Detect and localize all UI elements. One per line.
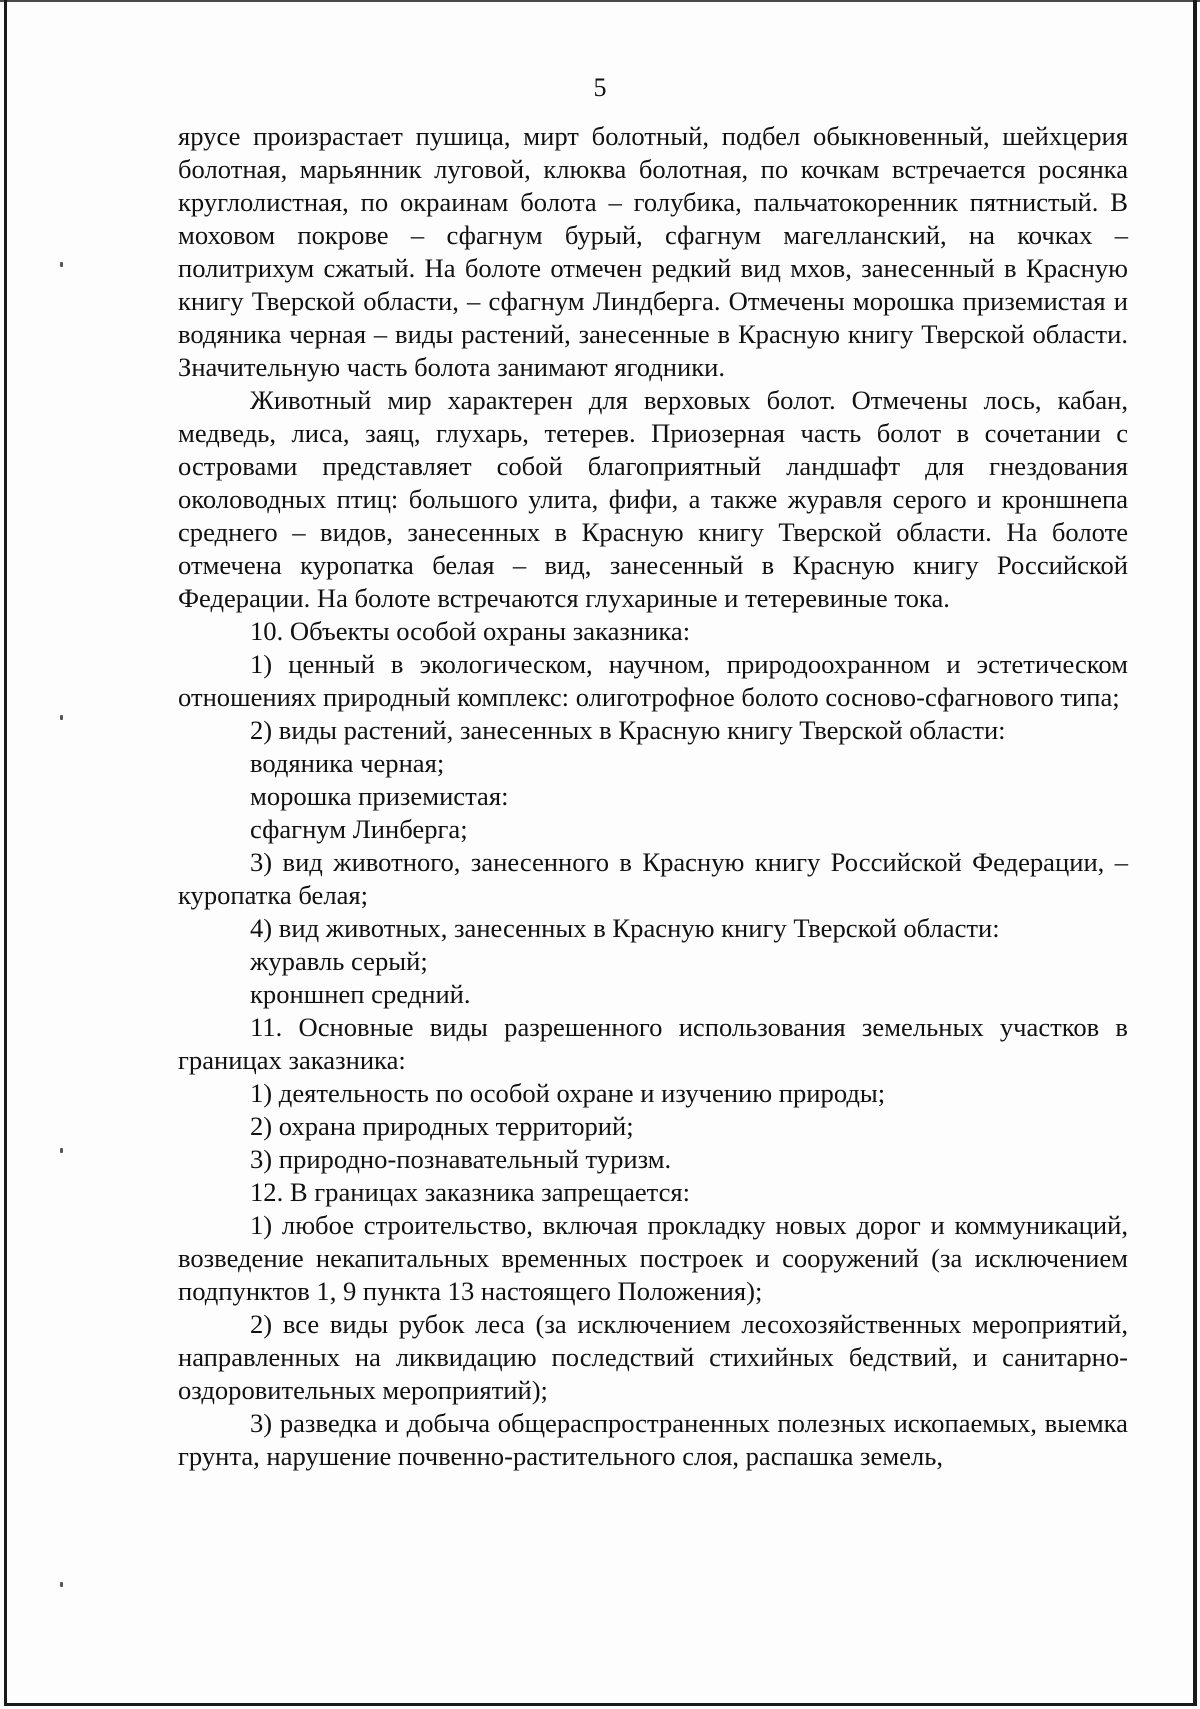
section-10-item-2: 2) виды растений, занесенных в Красную книгу Тверской области: — [250, 715, 1006, 745]
section-11-heading: 11. Основные виды разрешенного использования земельных участков в границах заказника: — [178, 1012, 1128, 1075]
scan-speck — [60, 1148, 63, 1153]
section-10-item-4: 4) вид животных, занесенных в Красную книгу Тверской области: — [250, 913, 1000, 943]
scan-speck — [60, 715, 63, 720]
animal-list-item: кроншнеп средний. — [250, 979, 471, 1009]
scan-speck — [60, 262, 63, 267]
document-body — [178, 120, 1128, 1473]
section-11-item-3: 3) природно-познавательный туризм. — [250, 1144, 672, 1174]
section-12-item-2: 2) все виды рубок леса (за исключением лесохозяйственных мероприятий, направленных на ликвидацию последствий стихийных бедствий, и санитарно-оздоровительных мероприятий); — [178, 1309, 1128, 1405]
section-12-heading: 12. В границах заказника запрещается: — [250, 1177, 691, 1207]
section-10-item-3: 3) вид животного, занесенного в Красную книгу Российской Федерации, – куропатка белая; — [178, 847, 1128, 910]
section-12-item-1: 1) любое строительство, включая прокладку новых дорог и коммуникаций, возведение некапитальных временных построек и сооружений (за исключением подпунктов 1, 9 пункта 13 настоящего Положения); — [178, 1210, 1128, 1306]
plant-list-item: водяника черная; — [250, 748, 445, 778]
section-10-item-1: 1) ценный в экологическом, научном, природоохранном и эстетическом отношениях природный комплекс: олиготрофное болото сосново-сфагнового типа; — [178, 649, 1128, 712]
plant-list-item: сфагнум Линберга; — [250, 814, 468, 844]
page-number: 5 — [593, 73, 607, 102]
section-12-item-3: 3) разведка и добыча общераспространенных полезных ископаемых, выемка грунта, нарушение почвенно-растительного слоя, распашка земель, — [178, 1408, 1128, 1471]
section-11-item-1: 1) деятельность по особой охране и изучению природы; — [250, 1078, 886, 1108]
scan-speck — [60, 1582, 63, 1587]
paragraph-fauna: Животный мир характерен для верховых болот. Отмечены лось, кабан, медведь, лиса, заяц, глухарь, тетерев. Приозерная часть болот в сочетании с островами представляет собой благоприятный ландшафт для гнездования околоводных птиц: большого улита, фифи, а также журавля серого и кроншнепа среднего – видов, занесенных в Красную книгу Тверской области. На болоте отмечена куропатка белая – вид, занесенный в Красную книгу Российской Федерации. На болоте встречаются глухариные и тетеревиные тока. — [178, 385, 1128, 613]
animal-list-item: журавль серый; — [250, 946, 428, 976]
plant-list-item: морошка приземистая: — [250, 781, 509, 811]
section-10-heading: 10. Объекты особой охраны заказника: — [250, 616, 691, 646]
paragraph-continuation: ярусе произрастает пушица, мирт болотный, подбел обыкновенный, шейхцерия болотная, марьянник луговой, клюква болотная, по кочкам встречается росянка круглолистная, по окраинам болота – голубика, пальчатокоренник пятнистый. В моховом покрове – сфагнум бурый, сфагнум магелланский, на кочках – политрихум сжатый. На болоте отмечен редкий вид мхов, занесенный в Красную книгу Тверской области, – сфагнум Линдберга. Отмечены морошка приземистая и водяника черная – виды растений, занесенные в Красную книгу Тверской области. Значительную часть болота занимают ягодники. — [178, 121, 1128, 382]
section-11-item-2: 2) охрана природных территорий; — [250, 1111, 634, 1141]
scan-top-edge — [0, 0, 1200, 2]
